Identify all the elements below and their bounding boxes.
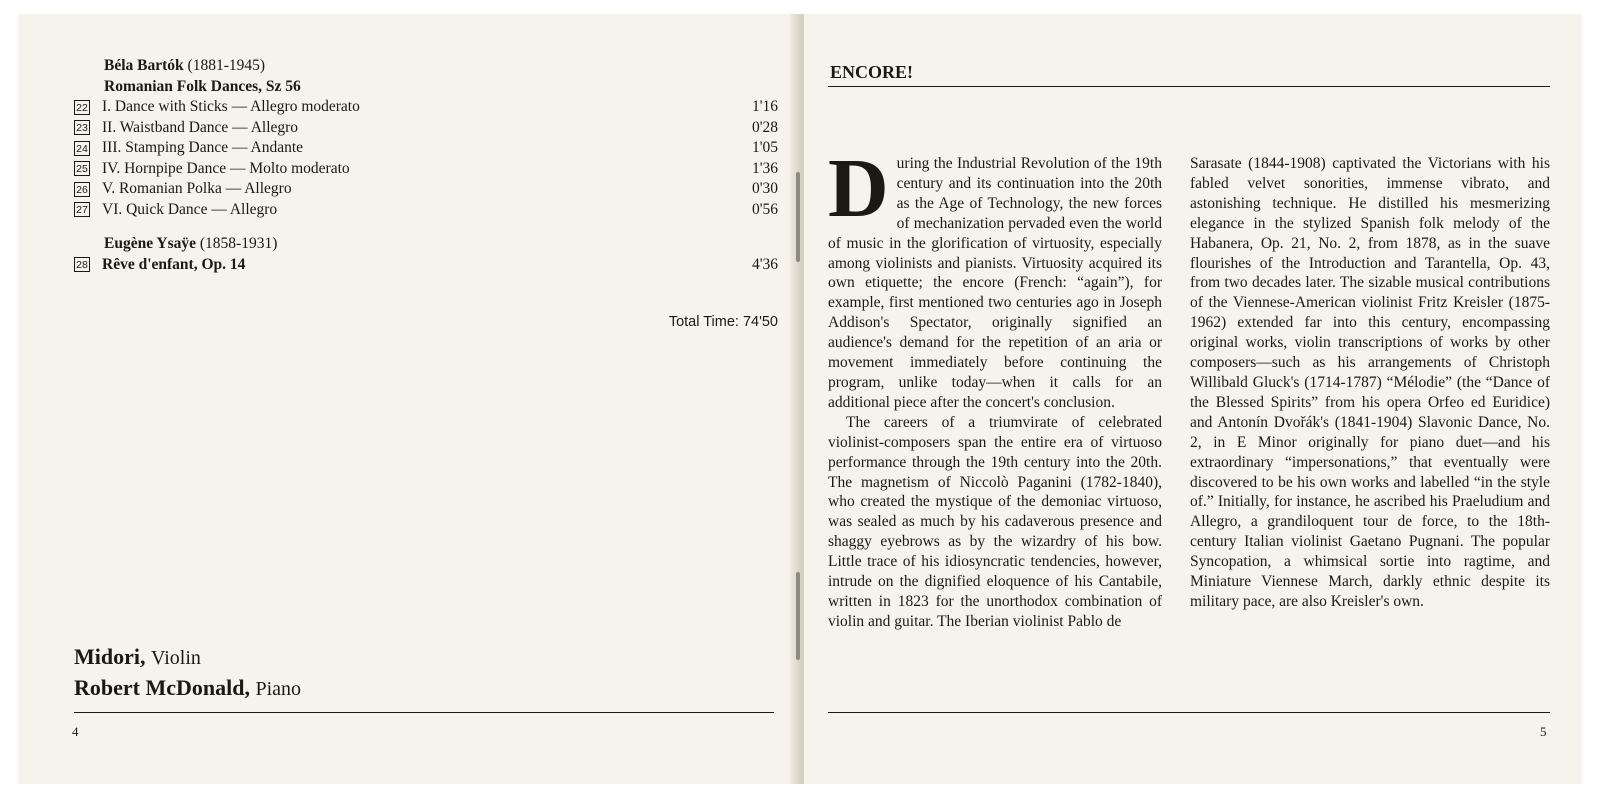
track-duration: 0'28 xyxy=(751,118,778,136)
paragraph-text: uring the Industrial Revolution of the 19th century and its continuation into the 20th as the Age of Technology, the new forces of mechanization pervaded even the world of music in the glorification of virtuosity, especially among violinists and pianists. Virtuosity acquired its own etiquette; the encore (French: “again”), for example, first mentioned two centuries ago in Joseph Addison's Spectator, originally signified an audience's demand for the repetition of an aria or movement immediately before continuing the program, unlike today—when it calls for an additional piece after the concert's conclusion. xyxy=(828,155,1162,411)
track-list xyxy=(74,56,778,275)
footer-rule xyxy=(74,712,774,713)
track-number-badge: 28 xyxy=(74,257,90,272)
track-duration: 1'05 xyxy=(751,139,778,156)
page-number: 5 xyxy=(1540,724,1547,739)
track-row xyxy=(74,138,778,159)
composer-dates: (1881-1945) xyxy=(187,57,266,74)
track-title: Rêve d'enfant, Op. 14 xyxy=(102,255,246,273)
essay-column-1 xyxy=(828,142,1162,632)
performer-role: Piano xyxy=(255,678,302,700)
footer-rule xyxy=(828,712,1550,713)
performer-name: Midori, xyxy=(74,644,146,669)
track-duration: 4'36 xyxy=(751,255,778,273)
performers xyxy=(74,642,301,704)
track-title: IV. Hornpipe Dance — Molto moderato xyxy=(102,159,350,177)
track-row xyxy=(74,118,778,139)
composer-block-ysaye xyxy=(74,234,778,275)
track-number-badge: 24 xyxy=(74,141,90,156)
track-row xyxy=(74,159,778,180)
track-row xyxy=(74,255,778,276)
track-duration: 1'16 xyxy=(751,98,778,115)
composer-block-bartok xyxy=(74,56,778,220)
essay-paragraph: Sarasate (1844-1908) captivated the Victorians with his fabled velvet sonorities, immense vibrato, and astonishing technique. He distilled his mesmerizing elegance in the stylized Spanish folk melody of the Habanera, Op. 21, No. 2, from 1878, as in the suave flourishes of the Introduction and Tarantella, Op. 43, from two decades later. The sizable musical contributions of the Viennese-American violinist Fritz Kreisler (1875-1962) extended far into this century, encompassing original works, violin transcriptions of works by other composers—such as his arrangements of Christoph Willibald Gluck's (1714-1787) “Mélodie” (the “Dance of the Blessed Spirits” from his opera Orfeo ed Euridice) and Antonín Dvořák's (1841-1904) Slavonic Dance, No. 2, in E Minor originally for piano duet—and his extraordinary “impersonations,” that eventually were discovered to be his own works and labelled “in the style of.” Initially, for instance, he ascribed his Praeludium and Allegro, a grandiloquent tour de force, to the 18th-century Italian violinist Gaetano Pugnani. The popular Syncopation, a whimsical sortie into ragtime, and Miniature Viennese March, darkly ethnic despite its military pace, are also Kreisler's own. xyxy=(1190,155,1550,610)
track-duration: 1'36 xyxy=(751,159,778,177)
work-title: Romanian Folk Dances, Sz 56 xyxy=(104,77,301,95)
track-duration: 0'56 xyxy=(751,200,778,218)
composer-dates: (1858-1931) xyxy=(199,235,278,252)
track-number-badge: 25 xyxy=(74,161,90,176)
track-duration: 0'30 xyxy=(751,180,778,197)
essay-heading: ENCORE! xyxy=(830,62,914,82)
staple xyxy=(796,572,800,660)
total-time: Total Time: 74'50 xyxy=(668,314,778,330)
track-title: III. Stamping Dance — Andante xyxy=(102,139,304,156)
header-rule xyxy=(828,86,1550,87)
track-title: I. Dance with Sticks — Allegro moderato xyxy=(102,98,360,115)
track-row xyxy=(74,179,778,200)
performer-line xyxy=(74,642,301,673)
left-page xyxy=(18,14,796,784)
composer-name: Béla Bartók xyxy=(104,57,184,74)
drop-cap: D xyxy=(828,142,889,235)
right-page xyxy=(804,14,1582,784)
track-title: VI. Quick Dance — Allegro xyxy=(102,200,278,218)
staple xyxy=(796,172,800,262)
track-number-badge: 26 xyxy=(74,182,90,197)
performer-line xyxy=(74,673,301,704)
page-number: 4 xyxy=(72,724,79,739)
essay-paragraph xyxy=(828,142,1162,413)
track-title: II. Waistband Dance — Allegro xyxy=(102,118,299,136)
track-number-badge: 23 xyxy=(74,120,90,135)
track-title: V. Romanian Polka — Allegro xyxy=(102,180,292,197)
composer-name: Eugène Ysaÿe xyxy=(104,235,196,252)
track-row xyxy=(74,97,778,118)
performer-role: Violin xyxy=(151,647,201,669)
performer-name: Robert McDonald, xyxy=(74,675,250,700)
track-number-badge: 22 xyxy=(74,100,90,115)
essay-column-2 xyxy=(1190,154,1550,612)
track-number-badge: 27 xyxy=(74,202,90,217)
essay-paragraph: The careers of a triumvirate of celebrated violinist-composers span the entire era of virtuoso performance through the 19th century into the 20th. The magnetism of Niccolò Paganini (1782-1840), who created the mystique of the demoniac virtuoso, was sealed as much by his cadaverous presence and shaggy eyebrows as by the wizardry of his bow. Little trace of his idiosyncratic tendencies, however, intrude on the dignified eloquence of his Cantabile, written in 1823 for the unorthodox combination of violin and guitar. The Iberian violinist Pablo de xyxy=(828,413,1162,630)
track-row xyxy=(74,200,778,221)
